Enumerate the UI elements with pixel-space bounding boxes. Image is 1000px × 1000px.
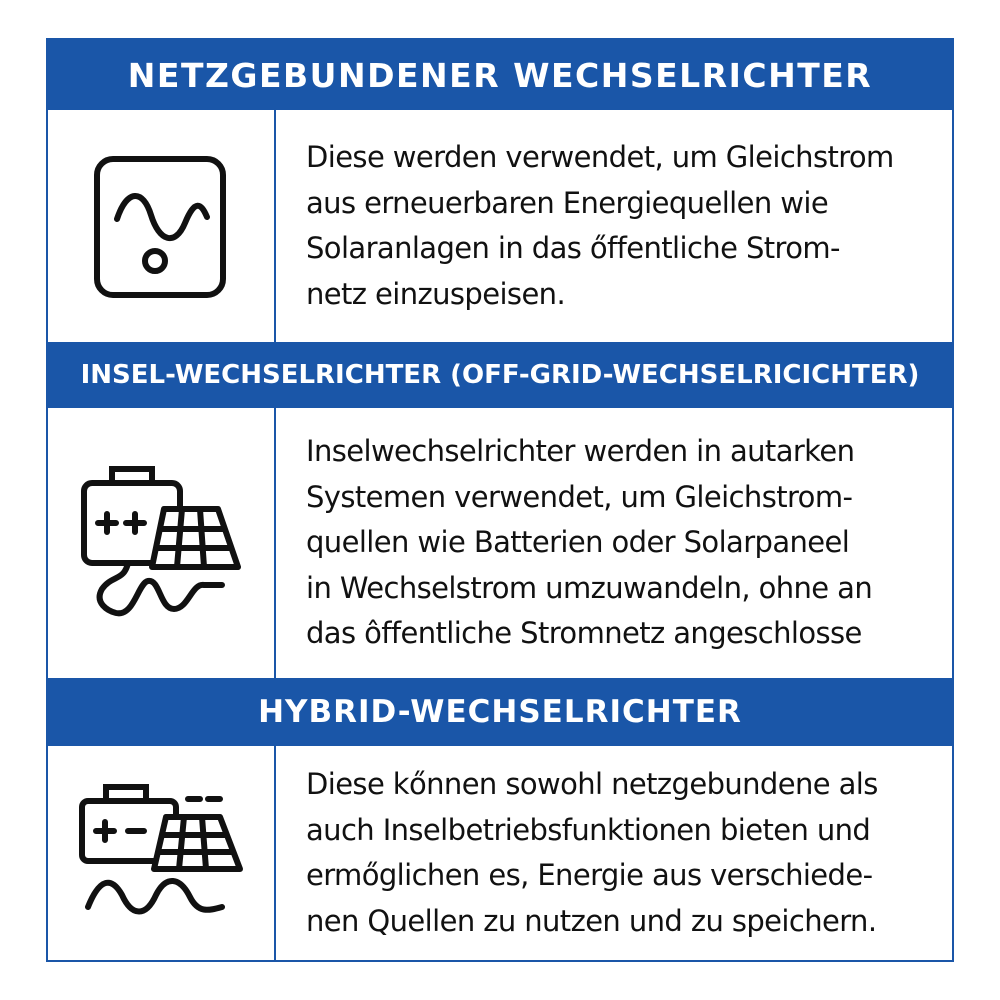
section-header-grid-tied: NETZGEBUNDENER WECHSELRICHTER: [48, 40, 952, 110]
battery-solar-wave-icon: [76, 783, 246, 923]
section-row-hybrid: [48, 746, 952, 960]
section-description: Diese kőnnen sowohl netzgebundene als auch Inselbetriebsfunktionen bieten und ermőglichen es, Energie aus verschiede- nen Quellen zu nutzen und zu speichern.: [306, 767, 878, 938]
section-header-hybrid: HYBRID-WECHSELRICHTER: [48, 678, 952, 746]
section-row-grid-tied: [48, 110, 952, 342]
icon-cell: [48, 746, 276, 960]
battery-solar-panel-icon: [76, 463, 246, 623]
description-cell: [276, 408, 952, 678]
section-description: Inselwechselrichter werden in autarken Systemen verwendet, um Gleichstrom- quellen wie Batterien oder Solarpaneel in Wechselstrom umzuwandeln, ohne an das ôffentliche Stromnetz angeschlosse: [306, 434, 873, 651]
inverter-sine-icon: [91, 151, 231, 301]
icon-cell: [48, 110, 276, 342]
description-cell: [276, 110, 952, 342]
section-description: Diese werden verwendet, um Gleichstrom aus erneuerbaren Energiequellen wie Solaranlagen in das őffentliche Strom- netz einzuspeisen.: [306, 140, 894, 311]
section-header-off-grid: INSEL-WECHSELRICHTER (OFF-GRID-WECHSELRICICHTER): [48, 342, 952, 408]
section-row-off-grid: [48, 408, 952, 678]
icon-cell: [48, 408, 276, 678]
inverter-types-table: [46, 38, 954, 962]
description-cell: [276, 746, 952, 960]
